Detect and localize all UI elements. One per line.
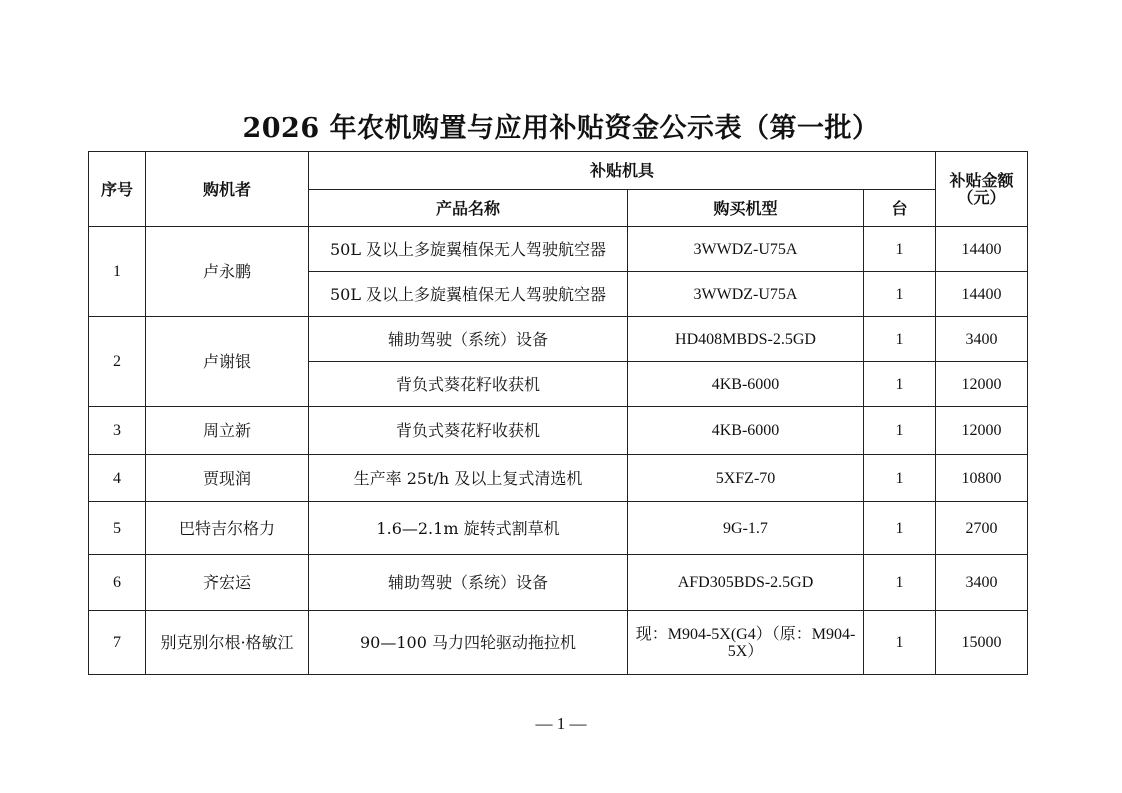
units-cell: 1 <box>864 227 936 272</box>
amount-cell: 3400 <box>936 317 1028 362</box>
product-cell: 背负式葵花籽收获机 <box>309 407 628 455</box>
amount-cell: 12000 <box>936 362 1028 407</box>
buyer-cell: 卢谢银 <box>146 317 309 407</box>
table-row <box>89 502 1028 555</box>
buyer-cell: 周立新 <box>146 407 309 455</box>
seq-cell: 4 <box>89 455 146 502</box>
model-cell: 5XFZ-70 <box>628 455 864 502</box>
header-units: 台 <box>864 190 936 227</box>
model-cell: AFD305BDS-2.5GD <box>628 555 864 611</box>
amount-cell: 12000 <box>936 407 1028 455</box>
model-cell: 4KB-6000 <box>628 362 864 407</box>
model-cell: 9G-1.7 <box>628 502 864 555</box>
units-cell: 1 <box>864 455 936 502</box>
amount-cell: 10800 <box>936 455 1028 502</box>
units-cell: 1 <box>864 502 936 555</box>
units-cell: 1 <box>864 317 936 362</box>
document-title: 2026 年农机购置与应用补贴资金公示表（第一批） <box>242 113 880 144</box>
header-seq: 序号 <box>89 152 146 227</box>
units-cell: 1 <box>864 272 936 317</box>
seq-cell: 5 <box>89 502 146 555</box>
buyer-cell: 贾现润 <box>146 455 309 502</box>
units-cell: 1 <box>864 362 936 407</box>
header-amount: 补贴金额（元） <box>936 152 1028 227</box>
product-cell: 1.6—2.1m 旋转式割草机 <box>309 502 628 555</box>
buyer-cell: 卢永鹏 <box>146 227 309 317</box>
units-cell: 1 <box>864 407 936 455</box>
seq-cell: 2 <box>89 317 146 407</box>
buyer-cell: 别克别尔根·格敏江 <box>146 611 309 675</box>
units-cell: 1 <box>864 555 936 611</box>
units-cell: 1 <box>864 611 936 675</box>
table-row <box>89 407 1028 455</box>
table-row <box>89 611 1028 675</box>
amount-cell: 15000 <box>936 611 1028 675</box>
seq-cell: 7 <box>89 611 146 675</box>
amount-cell: 3400 <box>936 555 1028 611</box>
page-number: — 1 — <box>535 714 587 733</box>
product-cell: 辅助驾驶（系统）设备 <box>309 317 628 362</box>
product-cell: 生产率 25t/h 及以上复式清选机 <box>309 455 628 502</box>
seq-cell: 6 <box>89 555 146 611</box>
seq-cell: 1 <box>89 227 146 317</box>
model-cell: 3WWDZ-U75A <box>628 272 864 317</box>
seq-cell: 3 <box>89 407 146 455</box>
product-cell: 50L 及以上多旋翼植保无人驾驶航空器 <box>309 272 628 317</box>
buyer-cell: 齐宏运 <box>146 555 309 611</box>
model-cell: HD408MBDS-2.5GD <box>628 317 864 362</box>
amount-cell: 14400 <box>936 272 1028 317</box>
product-cell: 辅助驾驶（系统）设备 <box>309 555 628 611</box>
table-row <box>89 317 1028 362</box>
header-machine-group: 补贴机具 <box>309 152 936 190</box>
product-cell: 背负式葵花籽收获机 <box>309 362 628 407</box>
model-cell: 3WWDZ-U75A <box>628 227 864 272</box>
product-cell: 90—100 马力四轮驱动拖拉机 <box>309 611 628 675</box>
header-buyer: 购机者 <box>146 152 309 227</box>
model-cell: 现：M904-5X(G4）（原：M904-5X） <box>628 611 864 675</box>
amount-cell: 14400 <box>936 227 1028 272</box>
header-product-name: 产品名称 <box>309 190 628 227</box>
table-row <box>89 455 1028 502</box>
model-cell: 4KB-6000 <box>628 407 864 455</box>
header-model: 购买机型 <box>628 190 864 227</box>
table-row <box>89 227 1028 272</box>
product-cell: 50L 及以上多旋翼植保无人驾驶航空器 <box>309 227 628 272</box>
buyer-cell: 巴特吉尔格力 <box>146 502 309 555</box>
subsidy-table <box>88 151 1028 675</box>
table-row <box>89 555 1028 611</box>
amount-cell: 2700 <box>936 502 1028 555</box>
header-row-1 <box>89 152 1028 190</box>
